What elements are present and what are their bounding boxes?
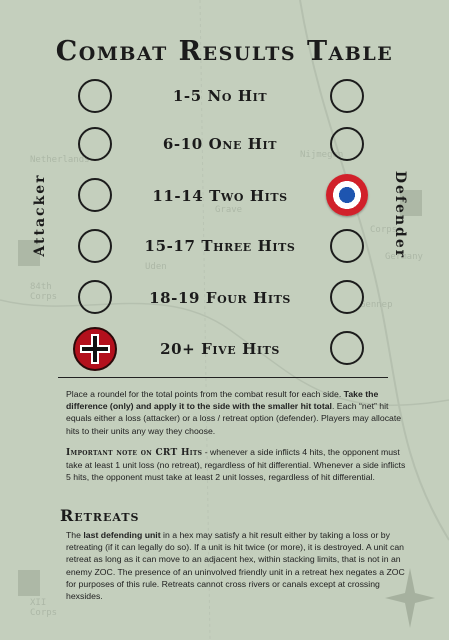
french-roundel-icon[interactable]: [326, 174, 368, 216]
result-row-label: 11-14 Two Hits: [152, 187, 288, 205]
important-note-text: - whenever a side inflicts 4 hits, the opponent must take at least 1 unit loss (no retreat), regardless of hit differential. Whenever a side inflicts 5 hits, the opponent must take at least 2 unit losses, regardless of hit differential.: [66, 447, 406, 483]
attacker-circle[interactable]: [78, 127, 112, 161]
important-note-heading: Important note on CRT Hits: [66, 448, 203, 458]
attacker-circle[interactable]: [78, 280, 112, 314]
map-label: Corps: [370, 225, 398, 235]
para3-text: The: [66, 530, 84, 540]
defender-circle[interactable]: [330, 79, 364, 113]
defender-circle[interactable]: [330, 331, 364, 365]
attacker-circle[interactable]: [78, 229, 112, 263]
divider: [58, 377, 388, 378]
attacker-circle[interactable]: [78, 178, 112, 212]
map-label: Gennep: [360, 300, 393, 310]
map-label: Uden: [145, 262, 167, 272]
map-label: Corps: [30, 608, 58, 618]
para1-bold: Take the difference (only) and apply it to the side with the smaller hit total: [66, 389, 379, 412]
map-label: Nijmegen: [300, 150, 344, 160]
defender-circle[interactable]: [330, 229, 364, 263]
result-row-label: 6-10 One Hit: [162, 135, 278, 153]
map-label: Germany: [385, 252, 423, 262]
map-label: Corps: [30, 292, 58, 302]
map-label: Grave: [215, 205, 243, 215]
map-label: XII: [30, 598, 47, 608]
para1-text-end: . Each “net” hit equals either a loss (attacker) or a loss / retreat option (defender). Players may allocate hits to their units any way they choose.: [66, 401, 402, 436]
para3-text-end: in a hex may satisfy a hit result either by taking a loss or by retreating (if it can legally do so). If a unit is hit twice (or more), it is destroyed. A unit can retreat as long as it can move to an adjacent hex, within stacking limits, that is not in an enemy ZOC. The presence of an uninvolved friendly unit in a retreat hex negates a ZOC for purposes of this rule. Retreats cannot cross rivers or canals except at crossing hexsides.: [66, 530, 405, 602]
page-title: Combat Results Table: [55, 36, 394, 67]
german-cross-roundel-icon[interactable]: [73, 327, 117, 371]
defender-circle[interactable]: [330, 127, 364, 161]
rules-paragraph-3: [66, 529, 406, 602]
result-row-label: 1-5 No Hit: [172, 87, 268, 105]
rules-paragraph-1: [66, 388, 406, 437]
map-label: Netherlands: [30, 155, 90, 165]
defender-label: Defender: [392, 170, 408, 260]
attacker-label: Attacker: [32, 173, 48, 257]
result-row-label: 18-19 Four Hits: [149, 289, 291, 307]
result-row-label: 15-17 Three Hits: [144, 237, 296, 255]
map-counter: [18, 570, 40, 596]
defender-circle[interactable]: [330, 280, 364, 314]
retreats-heading: Retreats: [60, 506, 140, 525]
para3-bold: last defending unit: [83, 530, 161, 540]
attacker-circle[interactable]: [78, 79, 112, 113]
rules-paragraph-2: [66, 446, 406, 484]
para1-text: Place a roundel for the total points from the combat result for each side.: [66, 389, 344, 399]
result-row-label: 20+ Five Hits: [160, 340, 280, 358]
map-label: 84th: [30, 282, 52, 292]
